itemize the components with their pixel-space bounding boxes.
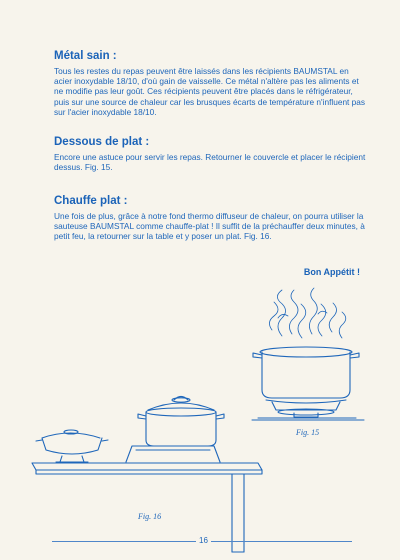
figure-16-caption: Fig. 16 — [138, 512, 162, 521]
signoff: Bon Appétit ! — [303, 267, 360, 277]
section-body: Tous les restes du repas peuvent être laissés dans les récipients BAUMSTAL en acier inoxydable 18/10, d'où gain de vaisselle. Ce métal n'altère pas les aliments et ne modifie pas leur goût. Ces récipients peuvent être placés dans le réfrigérateur, puis sur une source de chaleur car les brusques écarts de température n'influent pas sur l'acier inoxydable 18/10. — [54, 66, 366, 117]
section-title: Métal sain : — [54, 50, 117, 62]
section-body: Une fois de plus, grâce à notre fond thermo diffuseur de chaleur, on pourra utiliser la sauteuse BAUMSTAL comme chauffe-plat ! Il suffit de la préchauffer deux minutes, à petit feu, la retourner sur la table et y poser un plat. Fig. 16. — [54, 211, 365, 242]
section-title: Dessous de plat : — [54, 136, 150, 148]
figure-15-caption: Fig. 15 — [296, 428, 320, 437]
fig16-table-scene — [32, 397, 262, 553]
section-body: Encore une astuce pour servir les repas. Retourner le couvercle et placer le récipient dessus. Fig. 15. — [54, 152, 366, 173]
page-number: 16 — [196, 536, 211, 545]
steam-illustration — [269, 288, 345, 338]
section-title: Chauffe plat : — [54, 195, 128, 207]
fig15-steaming-pot — [252, 288, 364, 420]
